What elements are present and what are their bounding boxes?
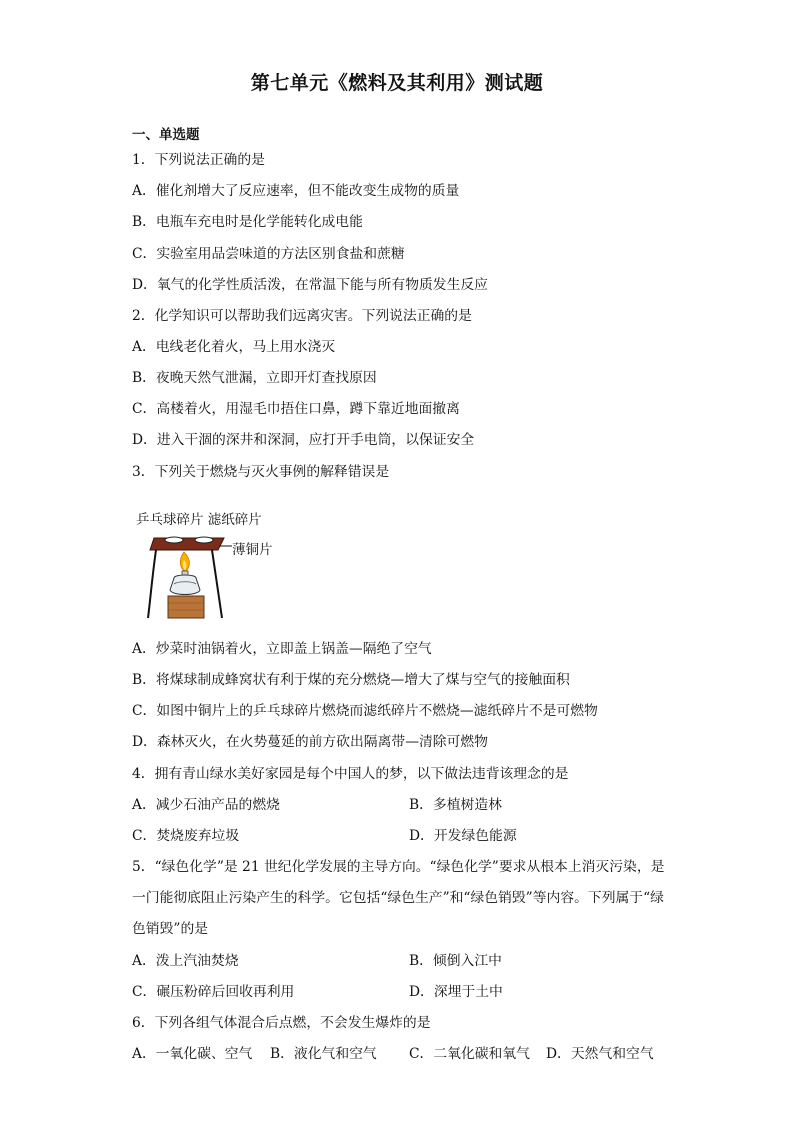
question-5-stem-line-1: 5．“绿色化学”是 21 世纪化学发展的主导方向。“绿色化学”要求从根本上消灭污染，是 [132,859,665,875]
question-4-option-b: B．多植树造林 [409,797,502,813]
question-1-option-b: B．电瓶车充电时是化学能转化成电能 [132,214,363,230]
question-1-option-d: D．氧气的化学性质活泼，在常温下能与所有物质发生反应 [132,277,488,293]
tripod-leg-right [212,550,222,618]
question-2-option-b: B．夜晚天然气泄漏，立即开灯查找原因 [132,370,377,386]
question-5-stem-line-3: 色销毁”的是 [132,921,209,937]
question-3-option-a: A．炒菜时油锅着火，立即盖上锅盖—隔绝了空气 [132,641,432,657]
question-3-stem: 3．下列关于燃烧与灭火事例的解释错误是 [132,464,390,480]
question-5-option-b: B．倾倒入江中 [409,953,502,969]
wooden-block [168,596,204,618]
question-5-option-d: D．深埋于土中 [409,984,503,1000]
figure-label-copper: 薄铜片 [232,542,273,558]
question-6-stem: 6．下列各组气体混合后点燃，不会发生爆炸的是 [132,1015,431,1031]
question-4-option-a: A．减少石油产品的燃烧 [132,797,280,813]
question-5-option-c: C．碾压粉碎后回收再利用 [132,984,295,1000]
combustion-experiment-figure [132,508,302,626]
question-6-option-a: A．一氧化碳、空气 [132,1046,253,1062]
question-2-option-c: C．高楼着火，用湿毛巾捂住口鼻，蹲下靠近地面撤离 [132,401,460,417]
question-1-stem: 1．下列说法正确的是 [132,152,265,168]
question-5-option-a: A．泼上汽油焚烧 [132,953,239,969]
figure-label-top: 乒乓球碎片 滤纸碎片 [136,512,262,528]
question-4-option-c: C．焚烧废弃垃圾 [132,828,240,844]
question-5-stem-line-2: 一门能彻底阻止污染产生的科学。它包括“绿色生产”和“绿色销毁”等内容。下列属于“绿 [132,890,664,906]
question-1-option-c: C．实验室用品尝味道的方法区别食盐和蔗糖 [132,246,405,262]
tripod-leg-left [148,550,156,618]
question-4-option-d: D．开发绿色能源 [409,828,517,844]
tripod-burner-diagram [132,508,302,626]
question-2-option-a: A．电线老化着火，马上用水浇灭 [132,339,336,355]
question-3-option-b: B．将煤球制成蜂窝状有利于煤的充分燃烧—增大了煤与空气的接触面积 [132,672,570,688]
question-6-option-b: B．液化气和空气 [270,1046,377,1062]
page-title: 第七单元《燃料及其利用》测试题 [250,72,544,94]
question-2-option-d: D．进入干涸的深井和深洞，应打开手电筒，以保证安全 [132,432,475,448]
section-heading: 一、单选题 [132,127,200,143]
question-6-option-c: C．二氧化碳和氧气 [409,1046,530,1062]
question-4-stem: 4．拥有青山绿水美好家园是每个中国人的梦，以下做法违背该理念的是 [132,766,569,782]
pingpong-fragment [165,537,183,543]
filter-paper-fragment [195,537,213,543]
question-1-option-a: A．催化剂增大了反应速率，但不能改变生成物的质量 [132,183,460,199]
question-2-stem: 2．化学知识可以帮助我们远离灾害。下列说法正确的是 [132,308,472,324]
question-6-option-d: D．天然气和空气 [546,1046,654,1062]
alcohol-lamp [170,575,200,595]
question-3-option-d: D．森林灭火，在火势蔓延的前方砍出隔离带—清除可燃物 [132,734,488,750]
question-3-option-c: C．如图中铜片上的乒乓球碎片燃烧而滤纸碎片不燃烧—滤纸碎片不是可燃物 [132,703,598,719]
